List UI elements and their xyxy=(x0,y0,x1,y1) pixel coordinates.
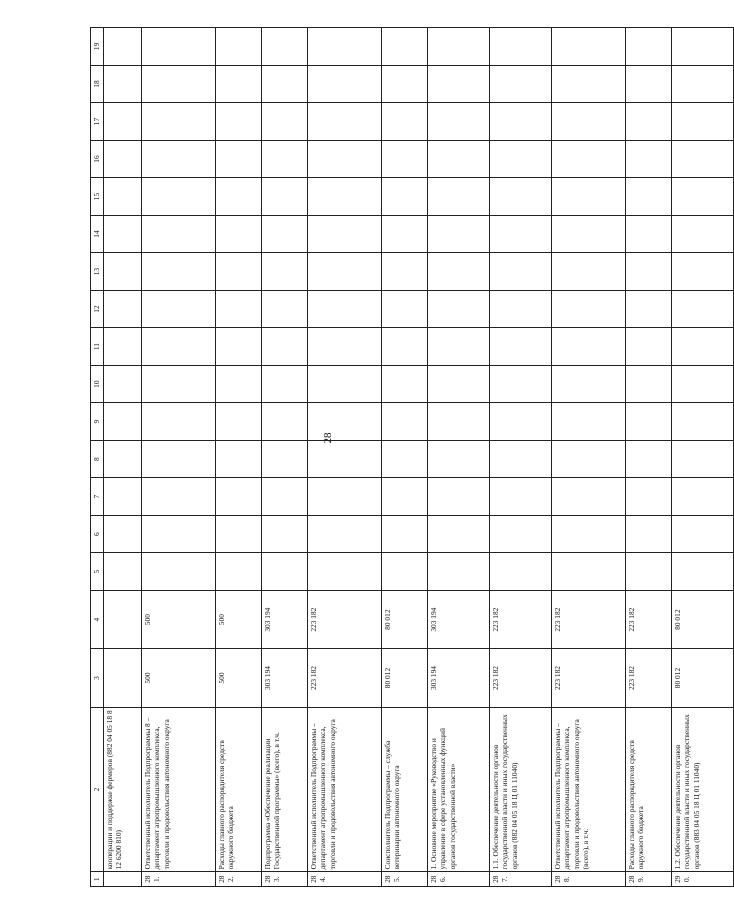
empty-cell xyxy=(490,140,552,178)
empty-cell xyxy=(382,140,428,178)
empty-cell xyxy=(262,253,308,291)
empty-cell xyxy=(142,178,216,216)
column-header: 7 xyxy=(91,478,104,516)
empty-cell xyxy=(552,215,626,253)
empty-cell xyxy=(672,253,734,291)
row-number: 287. xyxy=(490,872,552,887)
cell-col-4: 80 012 xyxy=(382,590,428,648)
table-body xyxy=(104,28,734,887)
empty-cell xyxy=(382,103,428,141)
empty-cell xyxy=(490,290,552,328)
row-number: 284. xyxy=(308,872,382,887)
empty-cell xyxy=(428,553,490,591)
column-header: 6 xyxy=(91,515,104,553)
empty-cell xyxy=(308,553,382,591)
empty-cell xyxy=(428,365,490,403)
row-number: 283. xyxy=(262,872,308,887)
empty-cell xyxy=(308,253,382,291)
cell-col-4: 303 194 xyxy=(428,590,490,648)
table-row xyxy=(552,28,626,887)
empty-cell xyxy=(552,553,626,591)
empty-cell xyxy=(382,65,428,103)
empty-cell xyxy=(216,365,262,403)
table-row xyxy=(490,28,552,887)
header-row xyxy=(91,28,104,887)
row-description: Расходы главного распорядителя средств окружного бюджета xyxy=(626,707,672,872)
row-description: 1.2. Обеспечение деятельности органов государственной власти и иных государственных органов (883 04 05 18 Ц 01 11040) xyxy=(672,707,734,872)
empty-cell xyxy=(308,140,382,178)
empty-cell xyxy=(216,328,262,366)
page-number: 28 xyxy=(322,432,334,444)
empty-cell xyxy=(216,178,262,216)
empty-cell xyxy=(672,328,734,366)
empty-cell xyxy=(262,515,308,553)
empty-cell xyxy=(490,440,552,478)
empty-cell xyxy=(672,290,734,328)
table-row xyxy=(142,28,216,887)
row-description: Ответственный исполнитель Подпрограммы – департамент агропромышленного комплекса, торговли и продовольствия автономного округа (всего), в т.ч. xyxy=(552,707,626,872)
empty-cell xyxy=(626,140,672,178)
table-row xyxy=(626,28,672,887)
row-description: кооперации и поддержке фермеров (882 04 05 18 8 12 6200 810) xyxy=(104,707,142,872)
empty-cell xyxy=(216,553,262,591)
column-header: 14 xyxy=(91,215,104,253)
cell-col-4: 500 xyxy=(142,590,216,648)
empty-cell xyxy=(626,328,672,366)
empty-cell xyxy=(104,365,142,403)
empty-cell xyxy=(490,553,552,591)
row-number: 285. xyxy=(382,872,428,887)
empty-cell xyxy=(382,215,428,253)
empty-cell xyxy=(142,290,216,328)
cell-col-3: 80 012 xyxy=(672,649,734,707)
empty-cell xyxy=(428,28,490,66)
empty-cell xyxy=(626,178,672,216)
empty-cell xyxy=(104,253,142,291)
empty-cell xyxy=(626,440,672,478)
empty-cell xyxy=(626,290,672,328)
empty-cell xyxy=(552,28,626,66)
row-number: 282. xyxy=(216,872,262,887)
empty-cell xyxy=(672,403,734,441)
empty-cell xyxy=(672,440,734,478)
empty-cell xyxy=(626,253,672,291)
column-header: 16 xyxy=(91,140,104,178)
empty-cell xyxy=(104,478,142,516)
empty-cell xyxy=(262,290,308,328)
cell-col-3: 500 xyxy=(142,649,216,707)
empty-cell xyxy=(104,215,142,253)
empty-cell xyxy=(142,515,216,553)
empty-cell xyxy=(626,65,672,103)
empty-cell xyxy=(382,178,428,216)
empty-cell xyxy=(142,328,216,366)
empty-cell xyxy=(428,515,490,553)
empty-cell xyxy=(104,65,142,103)
empty-cell xyxy=(672,215,734,253)
empty-cell xyxy=(308,28,382,66)
column-header: 9 xyxy=(91,403,104,441)
empty-cell xyxy=(428,290,490,328)
empty-cell xyxy=(490,515,552,553)
empty-cell xyxy=(308,478,382,516)
row-number: 281. xyxy=(142,872,216,887)
empty-cell xyxy=(104,440,142,478)
row-number: 286. xyxy=(428,872,490,887)
empty-cell xyxy=(104,328,142,366)
row-number: 289. xyxy=(626,872,672,887)
table-row xyxy=(672,28,734,887)
empty-cell xyxy=(216,478,262,516)
empty-cell xyxy=(428,65,490,103)
empty-cell xyxy=(626,365,672,403)
empty-cell xyxy=(626,28,672,66)
empty-cell xyxy=(216,440,262,478)
empty-cell xyxy=(308,365,382,403)
cell-col-4: 223 182 xyxy=(552,590,626,648)
empty-cell xyxy=(104,103,142,141)
empty-cell xyxy=(308,515,382,553)
empty-cell xyxy=(104,403,142,441)
cell-col-3: 223 182 xyxy=(308,649,382,707)
cell-col-4: 223 182 xyxy=(308,590,382,648)
empty-cell xyxy=(626,553,672,591)
rotated-table-container xyxy=(90,27,701,887)
empty-cell xyxy=(382,253,428,291)
empty-cell xyxy=(490,253,552,291)
table-row xyxy=(308,28,382,887)
empty-cell xyxy=(552,65,626,103)
cell-col-4: 303 194 xyxy=(262,590,308,648)
cell-col-3: 303 194 xyxy=(262,649,308,707)
empty-cell xyxy=(552,403,626,441)
empty-cell xyxy=(262,215,308,253)
empty-cell xyxy=(626,215,672,253)
empty-cell xyxy=(308,290,382,328)
empty-cell xyxy=(382,403,428,441)
empty-cell xyxy=(104,178,142,216)
empty-cell xyxy=(216,140,262,178)
empty-cell xyxy=(308,403,382,441)
empty-cell xyxy=(104,140,142,178)
row-number xyxy=(104,872,142,887)
empty-cell xyxy=(672,65,734,103)
empty-cell xyxy=(142,103,216,141)
empty-cell xyxy=(382,553,428,591)
empty-cell xyxy=(490,365,552,403)
row-description: Расходы главного распорядителя средств окружного бюджета xyxy=(216,707,262,872)
empty-cell xyxy=(104,515,142,553)
empty-cell xyxy=(382,440,428,478)
table-row xyxy=(382,28,428,887)
empty-cell xyxy=(142,215,216,253)
empty-cell xyxy=(142,440,216,478)
empty-cell xyxy=(382,365,428,403)
empty-cell xyxy=(428,328,490,366)
empty-cell xyxy=(490,103,552,141)
column-header: 3 xyxy=(91,649,104,707)
empty-cell xyxy=(142,403,216,441)
empty-cell xyxy=(104,28,142,66)
empty-cell xyxy=(626,403,672,441)
table-row xyxy=(428,28,490,887)
empty-cell xyxy=(428,253,490,291)
row-description: Подпрограмма «Обеспечение реализации Государственной программы» (всего), в т.ч. xyxy=(262,707,308,872)
empty-cell xyxy=(428,403,490,441)
empty-cell xyxy=(490,65,552,103)
empty-cell xyxy=(552,290,626,328)
empty-cell xyxy=(216,290,262,328)
empty-cell xyxy=(490,478,552,516)
cell-col-3: 500 xyxy=(216,649,262,707)
column-header: 17 xyxy=(91,103,104,141)
empty-cell xyxy=(672,515,734,553)
empty-cell xyxy=(672,553,734,591)
column-header: 1 xyxy=(91,872,104,887)
empty-cell xyxy=(382,28,428,66)
empty-cell xyxy=(672,478,734,516)
empty-cell xyxy=(262,478,308,516)
column-header: 19 xyxy=(91,28,104,66)
empty-cell xyxy=(672,28,734,66)
row-number: 290. xyxy=(672,872,734,887)
row-description: 1. Основное мероприятие «Руководство и управление в сфере установленных функций органов государственной власти» xyxy=(428,707,490,872)
empty-cell xyxy=(308,440,382,478)
column-header: 15 xyxy=(91,178,104,216)
empty-cell xyxy=(104,553,142,591)
cell-col-3: 80 012 xyxy=(382,649,428,707)
empty-cell xyxy=(672,140,734,178)
empty-cell xyxy=(142,140,216,178)
empty-cell xyxy=(428,178,490,216)
column-header: 18 xyxy=(91,65,104,103)
empty-cell xyxy=(490,403,552,441)
cell-col-3 xyxy=(104,649,142,707)
row-description: Ответственный исполнитель Подпрограммы – департамент агропромышленного комплекса, торговли и продовольствия автономного округа xyxy=(308,707,382,872)
empty-cell xyxy=(262,403,308,441)
empty-cell xyxy=(428,440,490,478)
empty-cell xyxy=(428,215,490,253)
cell-col-4: 223 182 xyxy=(626,590,672,648)
cell-col-4: 80 012 xyxy=(672,590,734,648)
table-row xyxy=(104,28,142,887)
empty-cell xyxy=(262,178,308,216)
empty-cell xyxy=(216,28,262,66)
empty-cell xyxy=(308,178,382,216)
empty-cell xyxy=(262,140,308,178)
column-header: 11 xyxy=(91,328,104,366)
column-header: 2 xyxy=(91,707,104,872)
cell-col-3: 223 182 xyxy=(552,649,626,707)
column-header: 8 xyxy=(91,440,104,478)
empty-cell xyxy=(216,253,262,291)
empty-cell xyxy=(552,478,626,516)
empty-cell xyxy=(216,515,262,553)
empty-cell xyxy=(216,65,262,103)
column-header: 13 xyxy=(91,253,104,291)
empty-cell xyxy=(216,215,262,253)
empty-cell xyxy=(142,253,216,291)
empty-cell xyxy=(552,515,626,553)
empty-cell xyxy=(308,328,382,366)
empty-cell xyxy=(262,553,308,591)
cell-col-4 xyxy=(104,590,142,648)
empty-cell xyxy=(142,65,216,103)
empty-cell xyxy=(672,103,734,141)
empty-cell xyxy=(104,290,142,328)
empty-cell xyxy=(262,103,308,141)
empty-cell xyxy=(490,328,552,366)
empty-cell xyxy=(382,515,428,553)
empty-cell xyxy=(626,103,672,141)
row-description: 1.1. Обеспечение деятельности органов государственной власти и иных государственных органов (882 04 05 18 Ц 01 11040) xyxy=(490,707,552,872)
row-number: 288. xyxy=(552,872,626,887)
empty-cell xyxy=(626,478,672,516)
empty-cell xyxy=(308,215,382,253)
empty-cell xyxy=(262,365,308,403)
empty-cell xyxy=(552,365,626,403)
empty-cell xyxy=(382,328,428,366)
empty-cell xyxy=(552,140,626,178)
budget-table xyxy=(90,27,734,887)
column-header: 12 xyxy=(91,290,104,328)
table-row xyxy=(216,28,262,887)
empty-cell xyxy=(262,65,308,103)
column-header: 10 xyxy=(91,365,104,403)
column-header: 5 xyxy=(91,553,104,591)
empty-cell xyxy=(142,365,216,403)
empty-cell xyxy=(490,28,552,66)
empty-cell xyxy=(490,215,552,253)
empty-cell xyxy=(552,253,626,291)
empty-cell xyxy=(382,290,428,328)
empty-cell xyxy=(552,328,626,366)
empty-cell xyxy=(262,28,308,66)
empty-cell xyxy=(142,28,216,66)
empty-cell xyxy=(262,440,308,478)
row-description: Ответственный исполнитель Подпрограммы 8 – департамент агропромышленного комплекса, торговли и продовольствия автономного округа xyxy=(142,707,216,872)
cell-col-3: 223 182 xyxy=(626,649,672,707)
empty-cell xyxy=(142,553,216,591)
empty-cell xyxy=(552,440,626,478)
empty-cell xyxy=(552,103,626,141)
empty-cell xyxy=(428,140,490,178)
empty-cell xyxy=(308,65,382,103)
empty-cell xyxy=(672,178,734,216)
empty-cell xyxy=(216,403,262,441)
empty-cell xyxy=(626,515,672,553)
empty-cell xyxy=(428,478,490,516)
cell-col-3: 303 194 xyxy=(428,649,490,707)
empty-cell xyxy=(672,365,734,403)
empty-cell xyxy=(216,103,262,141)
cell-col-4: 223 182 xyxy=(490,590,552,648)
empty-cell xyxy=(428,103,490,141)
empty-cell xyxy=(308,103,382,141)
column-header: 4 xyxy=(91,590,104,648)
row-description: Соисполнитель Подпрограммы – служба ветеринарии автономного округа xyxy=(382,707,428,872)
empty-cell xyxy=(262,328,308,366)
empty-cell xyxy=(382,478,428,516)
cell-col-3: 223 182 xyxy=(490,649,552,707)
empty-cell xyxy=(142,478,216,516)
cell-col-4: 500 xyxy=(216,590,262,648)
empty-cell xyxy=(552,178,626,216)
table-row xyxy=(262,28,308,887)
empty-cell xyxy=(490,178,552,216)
